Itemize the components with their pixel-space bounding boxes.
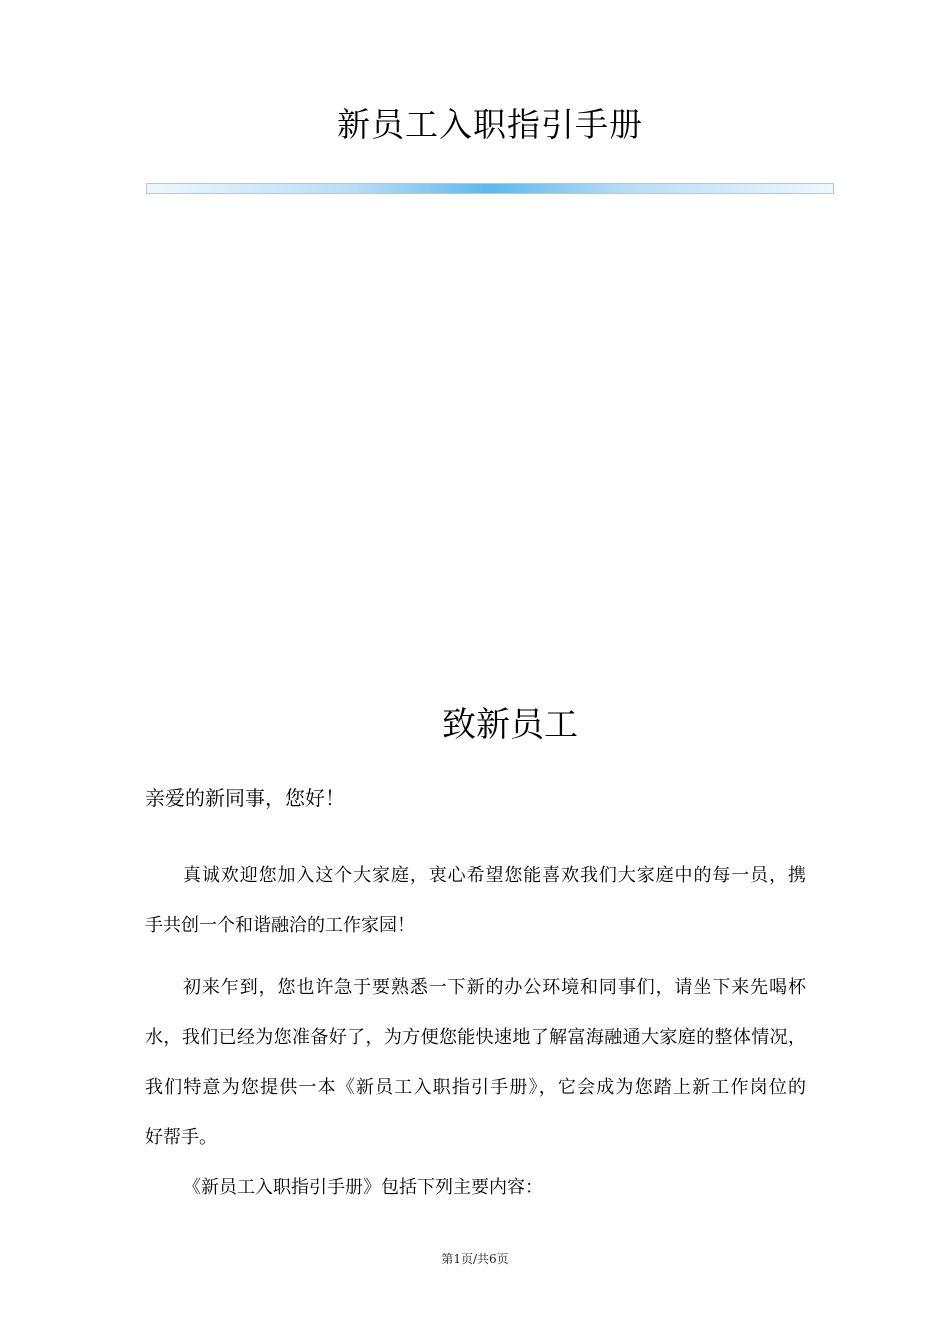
paragraph-3-line-1: 《新员工入职指引手册》包括下列主要内容： (183, 1177, 543, 1198)
paragraph-2-line-4: 好帮手。 (145, 1127, 217, 1148)
page-footer: 第1页/共6页 (441, 1252, 509, 1266)
paragraph-2-line-3: 我们特意为您提供一本《新员工入职指引手册》，它会成为您踏上新工作岗位的 (145, 1077, 806, 1098)
paragraph-1-line-1: 真诚欢迎您加入这个大家庭，衷心希望您能喜欢我们大家庭中的每一员，携 (183, 865, 806, 886)
section-title: 致新员工 (442, 705, 578, 745)
document-title: 新员工入职指引手册 (337, 105, 643, 144)
paragraph-2-line-2: 水，我们已经为您准备好了，为方便您能快速地了解富海融通大家庭的整体情况， (145, 1027, 806, 1048)
paragraph-1-line-2: 手共创一个和谐融洽的工作家园！ (145, 915, 415, 936)
paragraph-2-line-1: 初来乍到，您也许急于要熟悉一下新的办公环境和同事们，请坐下来先喝杯 (183, 977, 806, 998)
title-divider-bar (146, 183, 834, 194)
greeting-line: 亲爱的新同事，您好！ (145, 786, 345, 810)
